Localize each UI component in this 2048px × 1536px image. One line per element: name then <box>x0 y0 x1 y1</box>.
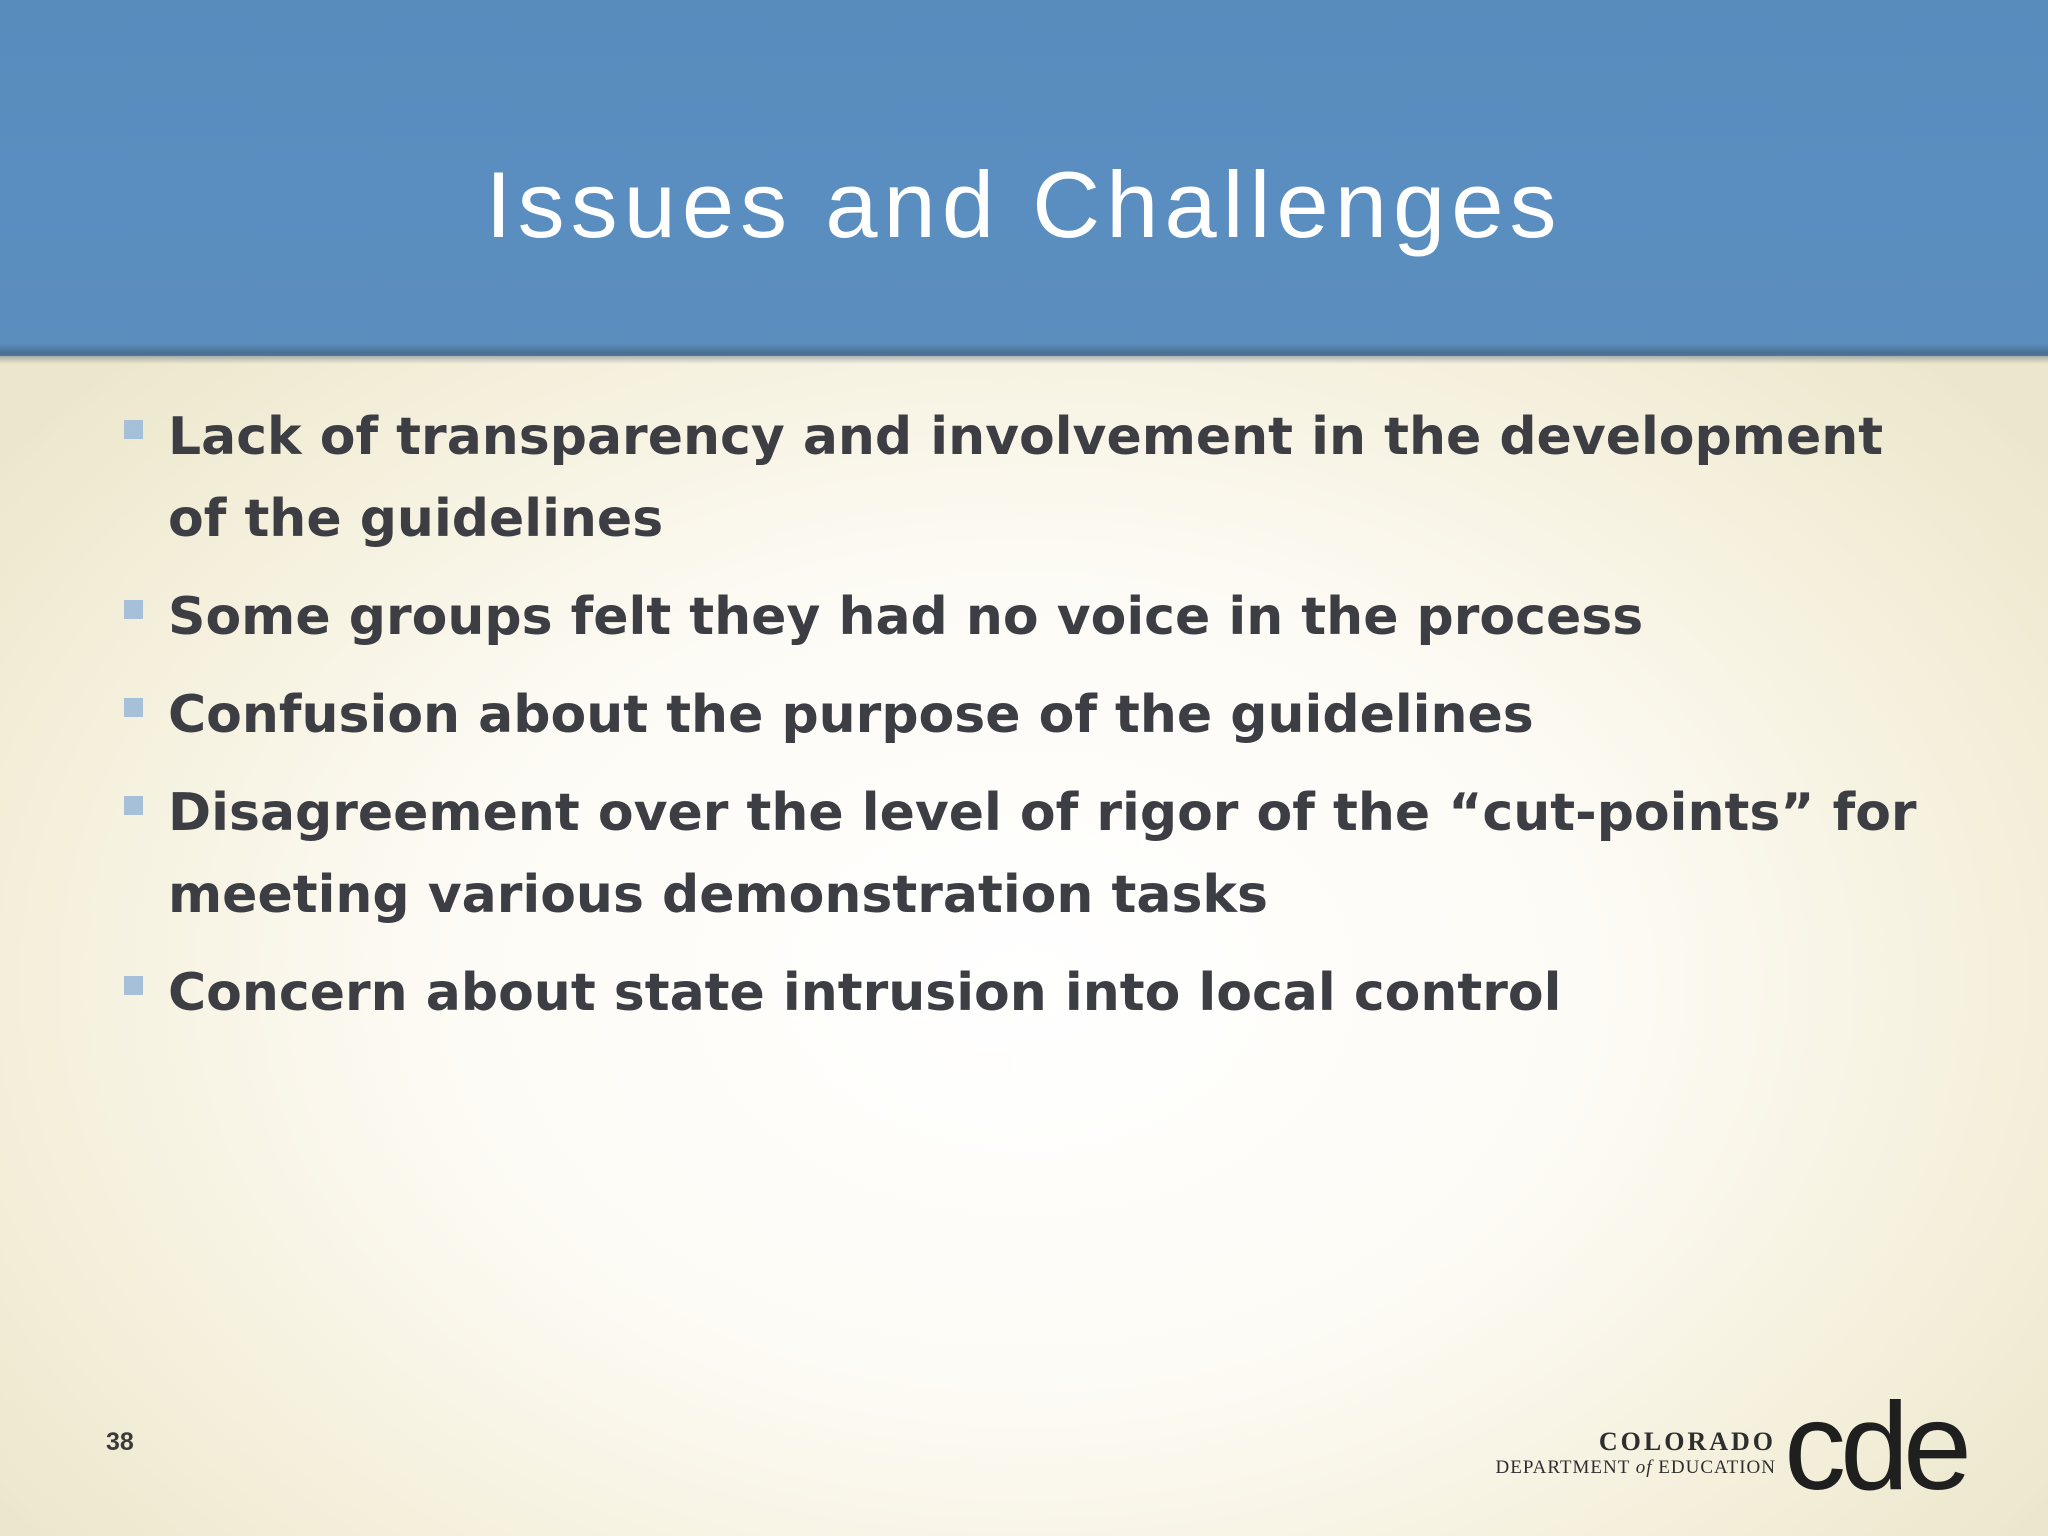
bullet-item <box>124 772 1924 936</box>
logo-department-word: DEPARTMENT <box>1495 1457 1630 1478</box>
cde-logo-mark: cde <box>1784 1378 1966 1516</box>
bullet-item <box>124 396 1924 560</box>
square-bullet-icon <box>124 796 143 815</box>
bullet-list <box>124 396 1924 1050</box>
logo-state-name: COLORADO <box>1598 1427 1776 1456</box>
square-bullet-icon <box>124 420 143 439</box>
square-bullet-icon <box>124 698 143 717</box>
bullet-item <box>124 576 1924 658</box>
bullet-text: Lack of transparency and involvement in the development of the guidelines <box>168 407 1884 549</box>
square-bullet-icon <box>124 976 143 995</box>
banner-shadow <box>0 344 2048 364</box>
bullet-text: Disagreement over the level of rigor of the “cut-points” for meeting various demonstration tasks <box>168 783 1917 925</box>
bullet-text: Concern about state intrusion into local control <box>168 963 1562 1023</box>
cde-logo <box>1386 1378 1966 1516</box>
logo-of-word: of <box>1635 1457 1653 1478</box>
slide-title: Issues and Challenges <box>485 152 1563 257</box>
page-number: 38 <box>106 1428 134 1456</box>
bullet-item <box>124 952 1924 1034</box>
square-bullet-icon <box>124 600 143 619</box>
logo-wordmark <box>1496 1428 1777 1480</box>
logo-department-name <box>1496 1456 1777 1480</box>
bullet-text: Confusion about the purpose of the guidelines <box>168 685 1534 745</box>
bullet-item <box>124 674 1924 756</box>
logo-education-word: EDUCATION <box>1658 1457 1776 1478</box>
bullet-text: Some groups felt they had no voice in the process <box>168 587 1644 647</box>
